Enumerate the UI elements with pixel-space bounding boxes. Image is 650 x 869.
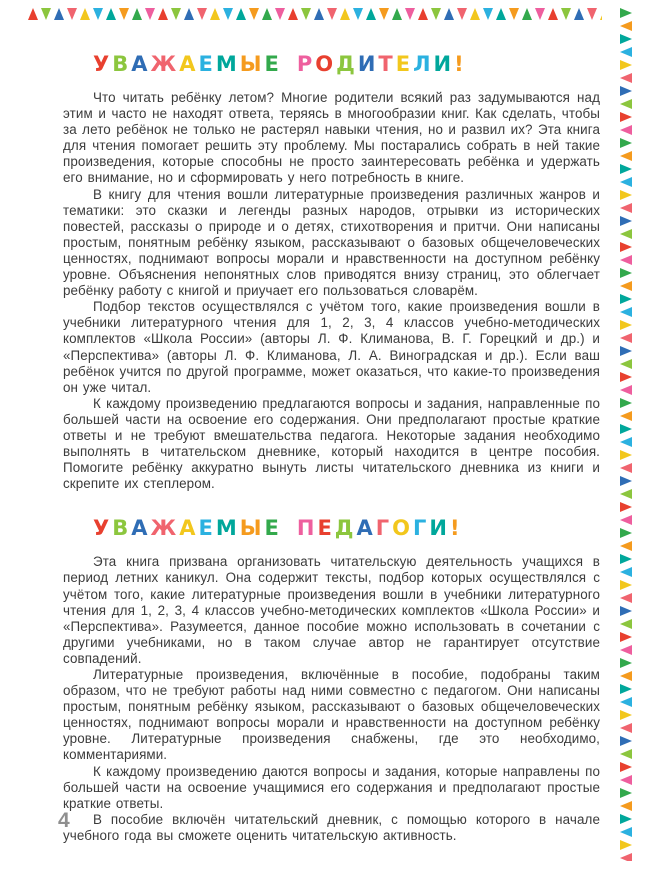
triangle-ornament: [620, 177, 632, 187]
triangle-ornament: [620, 541, 632, 551]
triangle-ornament: [158, 8, 168, 20]
triangle-ornament: [366, 8, 376, 20]
triangle-ornament: [249, 8, 259, 20]
triangle-ornament: [197, 8, 207, 20]
triangle-ornament: [620, 736, 632, 746]
triangle-ornament: [620, 463, 632, 473]
triangle-ornament: [620, 801, 632, 811]
triangle-ornament: [620, 827, 632, 837]
triangle-ornament: [620, 112, 632, 122]
triangle-ornament: [620, 294, 632, 304]
triangle-ornament: [620, 502, 632, 512]
triangle-ornament: [620, 489, 632, 499]
triangle-ornament: [353, 8, 363, 20]
triangle-ornament: [620, 853, 632, 861]
triangle-ornament: [145, 8, 155, 20]
paragraph-parents-4: К каждому произведению предлагаются вопросы и задания, направленные по большей части на освоение его содержания. Они предполагают простые краткие ответы и не требуют вмешательства педагога. Некоторые задания необходимо выполнять в читательском дневнике, который находится в центре пособия. Помогите ребёнку аккуратно вынуть листы читательского дневника из книги и скрепите их степлером.: [63, 395, 600, 492]
paragraph-teachers-2: Литературные произведения, включённые в пособие, подобраны таким образом, что не требуют работы над ними совместно с педагогом. Они написаны простым, понятным ребёнку языком, рассказывают о базовых общечеловеческих ценностях, поднимают вопросы морали и нравственности на доступном ребёнку уровне. Литературные произведения снабжены, где это необходимо, комментариями.: [63, 667, 600, 763]
triangle-ornament: [620, 229, 632, 239]
triangle-ornament: [620, 372, 632, 382]
triangle-ornament: [620, 749, 632, 759]
triangle-ornament: [509, 8, 519, 20]
heading-parents: УВАЖАЕМЫЕ РОДИТЕЛИ!: [93, 52, 467, 76]
triangle-ornament: [620, 593, 632, 603]
triangle-ornament: [620, 203, 632, 213]
triangle-ornament: [301, 8, 311, 20]
triangle-ornament: [210, 8, 220, 20]
page-number: 4: [58, 809, 70, 832]
triangle-ornament: [93, 8, 103, 20]
triangle-ornament: [620, 632, 632, 642]
triangle-ornament: [620, 125, 632, 135]
paragraph-teachers-4: В пособие включён читательский дневник, с помощью которого в начале учебного года вы сможете оценить читательскую активность.: [63, 811, 600, 843]
triangle-ornament: [620, 281, 632, 291]
paragraph-teachers-1: Эта книга призвана организовать читательскую деятельность учащихся в период летних каникул. Она содержит тексты, подбор которых осуществлялся с учётом того, какие литературные произведения вошли в учебники литературного чтения для 1, 2, 3, 4 классов учебно-методических комплектов «Школа России» и «Перспектива». Разумеется, данное пособие можно использовать в сочетании с другими учебниками, но в таком случае автор не гарантирует отсутствие совпадений.: [63, 554, 600, 666]
triangle-ornament: [28, 8, 38, 20]
triangle-ornament: [80, 8, 90, 20]
triangle-ornament: [574, 8, 584, 20]
triangle-ornament: [620, 788, 632, 798]
triangle-ornament: [392, 8, 402, 20]
triangle-ornament: [620, 190, 632, 200]
triangle-ornament: [620, 554, 632, 564]
triangle-ornament: [314, 8, 324, 20]
triangle-ornament: [418, 8, 428, 20]
triangle-ornament: [620, 164, 632, 174]
triangle-ornament: [54, 8, 64, 20]
triangle-ornament: [236, 8, 246, 20]
triangle-ornament: [223, 8, 233, 20]
triangle-ornament: [620, 710, 632, 720]
triangle-ornament: [340, 8, 350, 20]
triangle-ornament: [561, 8, 571, 20]
triangle-ornament: [327, 8, 337, 20]
triangle-ornament: [119, 8, 129, 20]
triangle-ornament: [106, 8, 116, 20]
heading-teachers: УВАЖАЕМЫЕ ПЕДАГОГИ!: [93, 516, 463, 541]
triangle-ornament: [483, 8, 493, 20]
triangle-ornament: [620, 151, 632, 161]
triangle-border-right: [620, 8, 633, 861]
triangle-ornament: [620, 86, 632, 96]
triangle-ornament: [620, 346, 632, 356]
triangle-ornament: [171, 8, 181, 20]
triangle-ornament: [262, 8, 272, 20]
paragraph-parents-3: Подбор текстов осуществлялся с учётом того, какие произведения вошли в учебники литературного чтения для 1, 2, 3, 4 классов учебно-методических комплектов «Школа России» (авторы Л. Ф. Климанова, В. Г. Горецкий и др.) и «Перспектива» (авторы Л. Ф. Климанова, Л. А. Виноградская и др.). Если ваш ребёнок учится по другой программе, может оказаться, что какие-то произведения он уже читал.: [63, 299, 600, 395]
triangle-ornament: [535, 8, 545, 20]
triangle-ornament: [620, 411, 632, 421]
triangle-ornament: [620, 528, 632, 538]
triangle-border-top: [28, 8, 602, 21]
triangle-ornament: [457, 8, 467, 20]
paragraph-teachers-3: К каждому произведению даются вопросы и задания, которые направлены по большей части на освоение учащимися его содержания и предполагают простые краткие ответы.: [63, 763, 600, 811]
triangle-ornament: [620, 138, 632, 148]
triangle-ornament: [431, 8, 441, 20]
triangle-ornament: [620, 814, 632, 824]
triangle-ornament: [620, 684, 632, 694]
paragraph-parents-2: В книгу для чтения вошли литературные произведения различных жанров и тематики: это сказки и легенды разных народов, отрывки из исторических повестей, рассказы о природе и о детях, стихотворения и притчи. Они написаны простым, понятным ребёнку языком, рассказывают о базовых общечеловеческих ценностях, поднимают вопросы морали и нравственности на доступном ребёнку уровне. Объяснения непонятных слов приводятся внизу страниц, это облегчает ребёнку работу с книгой и приучает его пользоваться словарём.: [63, 186, 600, 299]
triangle-ornament: [620, 775, 632, 785]
triangle-ornament: [620, 515, 632, 525]
triangle-ornament: [620, 21, 632, 31]
triangle-ornament: [496, 8, 506, 20]
triangle-ornament: [620, 47, 632, 57]
triangle-ornament: [620, 450, 632, 460]
triangle-ornament: [620, 658, 632, 668]
triangle-ornament: [275, 8, 285, 20]
triangle-ornament: [620, 762, 632, 772]
triangle-ornament: [620, 697, 632, 707]
triangle-ornament: [379, 8, 389, 20]
triangle-ornament: [620, 398, 632, 408]
triangle-ornament: [470, 8, 480, 20]
triangle-ornament: [405, 8, 415, 20]
triangle-ornament: [620, 385, 632, 395]
triangle-ornament: [620, 567, 632, 577]
triangle-ornament: [288, 8, 298, 20]
triangle-ornament: [620, 60, 632, 70]
triangle-ornament: [620, 333, 632, 343]
triangle-ornament: [620, 437, 632, 447]
triangle-ornament: [184, 8, 194, 20]
triangle-ornament: [620, 307, 632, 317]
triangle-ornament: [620, 255, 632, 265]
triangle-ornament: [620, 424, 632, 434]
triangle-ornament: [620, 73, 632, 83]
triangle-ornament: [132, 8, 142, 20]
triangle-ornament: [67, 8, 77, 20]
triangle-ornament: [620, 320, 632, 330]
triangle-ornament: [620, 359, 632, 369]
triangle-ornament: [444, 8, 454, 20]
triangle-ornament: [620, 606, 632, 616]
triangle-ornament: [620, 645, 632, 655]
triangle-ornament: [548, 8, 558, 20]
triangle-ornament: [620, 619, 632, 629]
triangle-ornament: [620, 99, 632, 109]
triangle-ornament: [620, 8, 632, 18]
triangle-ornament: [620, 840, 632, 850]
page-content: [63, 52, 600, 844]
triangle-ornament: [620, 34, 632, 44]
triangle-ornament: [620, 671, 632, 681]
triangle-ornament: [620, 216, 632, 226]
triangle-ornament: [522, 8, 532, 20]
triangle-ornament: [620, 723, 632, 733]
paragraph-parents-1: Что читать ребёнку летом? Многие родители всякий раз задумываются над этим и часто не находят ответа, теряясь в многообразии книг. Как сделать, чтобы за лето ребёнок не только не растерял навыки чтения, но и развил их? Эта книга для чтения помогает решить эту проблему. Мы постарались собрать в ней такие произведения, которые способны не просто заинтересовать ребёнка и удержать его внимание, но и сформировать у него потребность в книге.: [63, 90, 600, 186]
triangle-ornament: [620, 242, 632, 252]
triangle-ornament: [41, 8, 51, 20]
triangle-ornament: [587, 8, 597, 20]
triangle-ornament: [620, 580, 632, 590]
triangle-ornament: [620, 476, 632, 486]
triangle-ornament: [620, 268, 632, 278]
triangle-ornament: [600, 8, 602, 20]
